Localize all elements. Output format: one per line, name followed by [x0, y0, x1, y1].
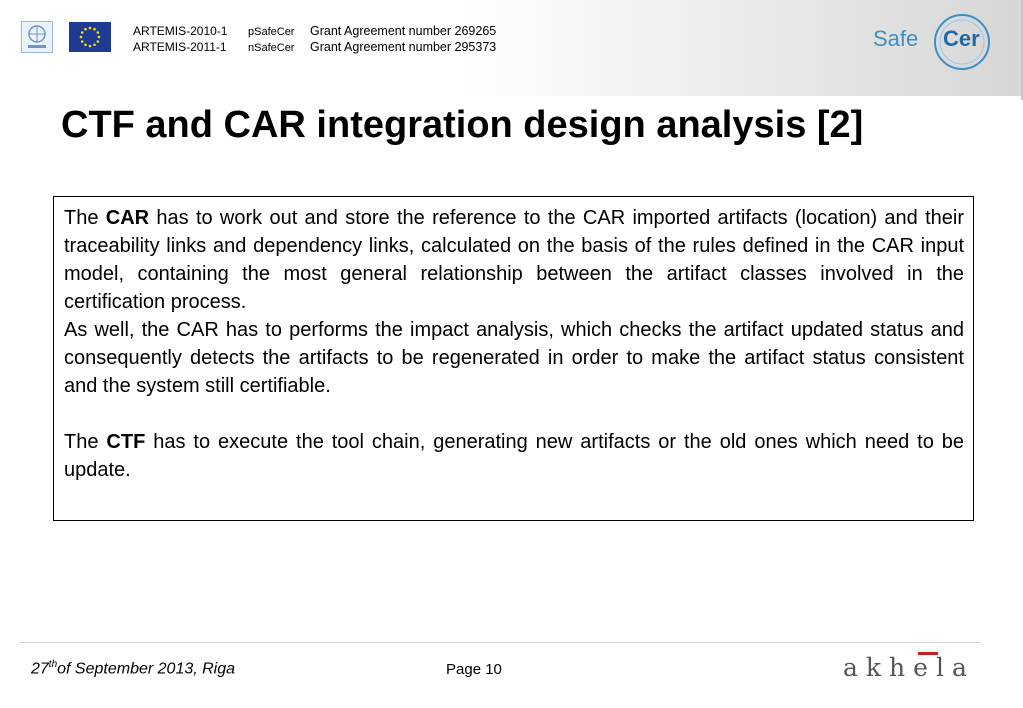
safecer-logo-cer: Cer	[943, 26, 980, 51]
grant-text: Grant Agreement number 295373	[310, 40, 497, 54]
paragraph-car	[64, 204, 964, 316]
bold-term: CTF	[106, 431, 146, 453]
grant-project: pSafeCer	[248, 26, 295, 38]
text-segment: has to work out and store the reference to the CAR imported artifacts (location) and their traceability links and dependency links, calculated on the basis of the rules defined in the CAR input model, containing the most general relationship between the artifact classes involved in the certification process.	[64, 207, 964, 313]
grant-id: ARTEMIS-2010-1	[133, 24, 228, 38]
footer-divider	[20, 642, 980, 643]
grant-id: ARTEMIS-2011-1	[133, 40, 227, 54]
grant-line-2	[133, 40, 496, 55]
text-segment: has to execute the tool chain, generating new artifacts or the old ones which need to be update.	[64, 431, 964, 481]
page-number: Page 10	[446, 661, 502, 678]
date-rest: of September 2013, Riga	[57, 660, 236, 678]
paragraph-gap	[64, 400, 964, 428]
date-day: 27	[31, 660, 49, 678]
paragraph-ctf	[64, 428, 964, 484]
artemis-logo-icon	[21, 21, 53, 53]
content-box	[53, 196, 974, 521]
slide-title: CTF and CAR integration design analysis [2]	[61, 104, 864, 146]
footer-date	[31, 659, 235, 678]
safecer-logo-safe: Safe	[873, 26, 919, 51]
grant-project: nSafeCer	[248, 42, 295, 54]
akhela-logo: akhela	[843, 653, 975, 682]
paragraph-impact: As well, the CAR has to performs the impact analysis, which checks the artifact updated status and consequently detects the artifacts to be regenerated in order to make the artifact status consistent and the system still certifiable.	[64, 319, 964, 397]
eu-flag-icon	[69, 22, 111, 52]
text-segment: The	[64, 431, 107, 453]
date-suffix: th	[48, 659, 58, 670]
bold-term: CAR	[105, 207, 150, 229]
grant-line-1	[133, 24, 496, 39]
grant-text: Grant Agreement number 269265	[310, 24, 497, 38]
text-segment: The	[64, 207, 106, 229]
